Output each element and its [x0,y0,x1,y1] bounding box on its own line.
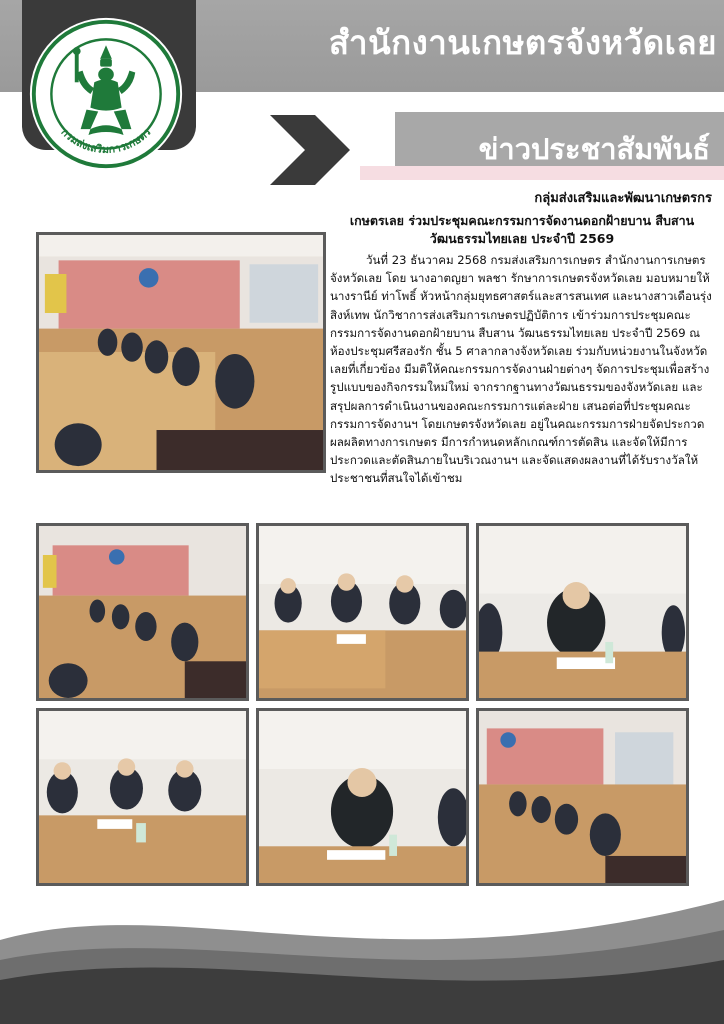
office-title: สำนักงานเกษตรจังหวัดเลย [328,23,717,62]
meeting-photo-5 [256,708,469,886]
news-title [330,212,714,248]
meeting-photo-1 [36,523,249,701]
footer-wave-decoration [0,880,724,1024]
department-logo [26,14,186,174]
logo-text: กรมส่งเสริมการเกษตร [58,125,154,156]
meeting-photo-main [36,232,326,473]
news-body: วันที่ 23 ธันวาคม 2568 กรมส่งเสริมการเกษตร สำนักงานการเกษตรจังหวัดเลย โดย นางอาตญยา พลชา รักษาการเกษตรจังหวัดเลย มอบหมายให้นางรานีย์ ท่าโพธิ์ หัวหน้ากลุ่มยุทธศาสตร์และสารสนเทศ และนางสาวเดือนรุ่ง สิงห์เทพ นักวิชาการส่งเสริมการเกษตรปฏิบัติการ เข้าร่วมการประชุมคณะกรรมการจัดงานดอกฝ้ายบาน สืบสาน วัฒนธรรมไทยเลย ประจำปี 2569 ณ ห้องประชุมศรีสองรัก ชั้น 5 ศาลากลางจังหวัดเลย ร่วมกับหน่วยงานในจังหวัดเลยที่เกี่ยวข้อง มีมติให้คณะกรรมการจัดงานฝ่ายต่างๆ จัดการประชุมเพื่อสร้างรูปแบบของกิจกรรมใหม่ใหม่ จากรากฐานทางวัฒนธรรมของจังหวัดเลย และสรุปผลการดำเนินงานของคณะกรรมการแต่ละฝ่าย เสนอต่อที่ประชุมคณะกรรมการจัดงานฯ โดยเกษตรจังหวัดเลย อยู่ในคณะกรรมการฝ่ายจัดประกวดผลผลิตทางการเกษตร มีการกำหนดหลักเกณฑ์การตัดสิน และจัดให้มีการประกวดและตัดสินภายในบริเวณงานฯ และจัดแสดงผลงานที่ได้รับรางวัลให้ประชาชนที่สนใจได้เข้าชม [330,253,712,486]
meeting-photo-6 [476,708,689,886]
section-title: ข่าวประชาสัมพันธ์ [478,132,710,166]
meeting-photo-4 [36,708,249,886]
meeting-photo-3 [476,523,689,701]
meeting-photo-2 [256,523,469,701]
group-name: กลุ่มส่งเสริมและพัฒนาเกษตรกร [534,191,712,206]
news-title-line-2: วัฒนธรรมไทยเลย ประจำปี 2569 [429,231,615,246]
chevron-arrow-icon [270,115,350,185]
news-title-line-1: เกษตรเลย ร่วมประชุมคณะกรรมการจัดงานดอกฝ้ายบาน สืบสาน [349,213,695,228]
